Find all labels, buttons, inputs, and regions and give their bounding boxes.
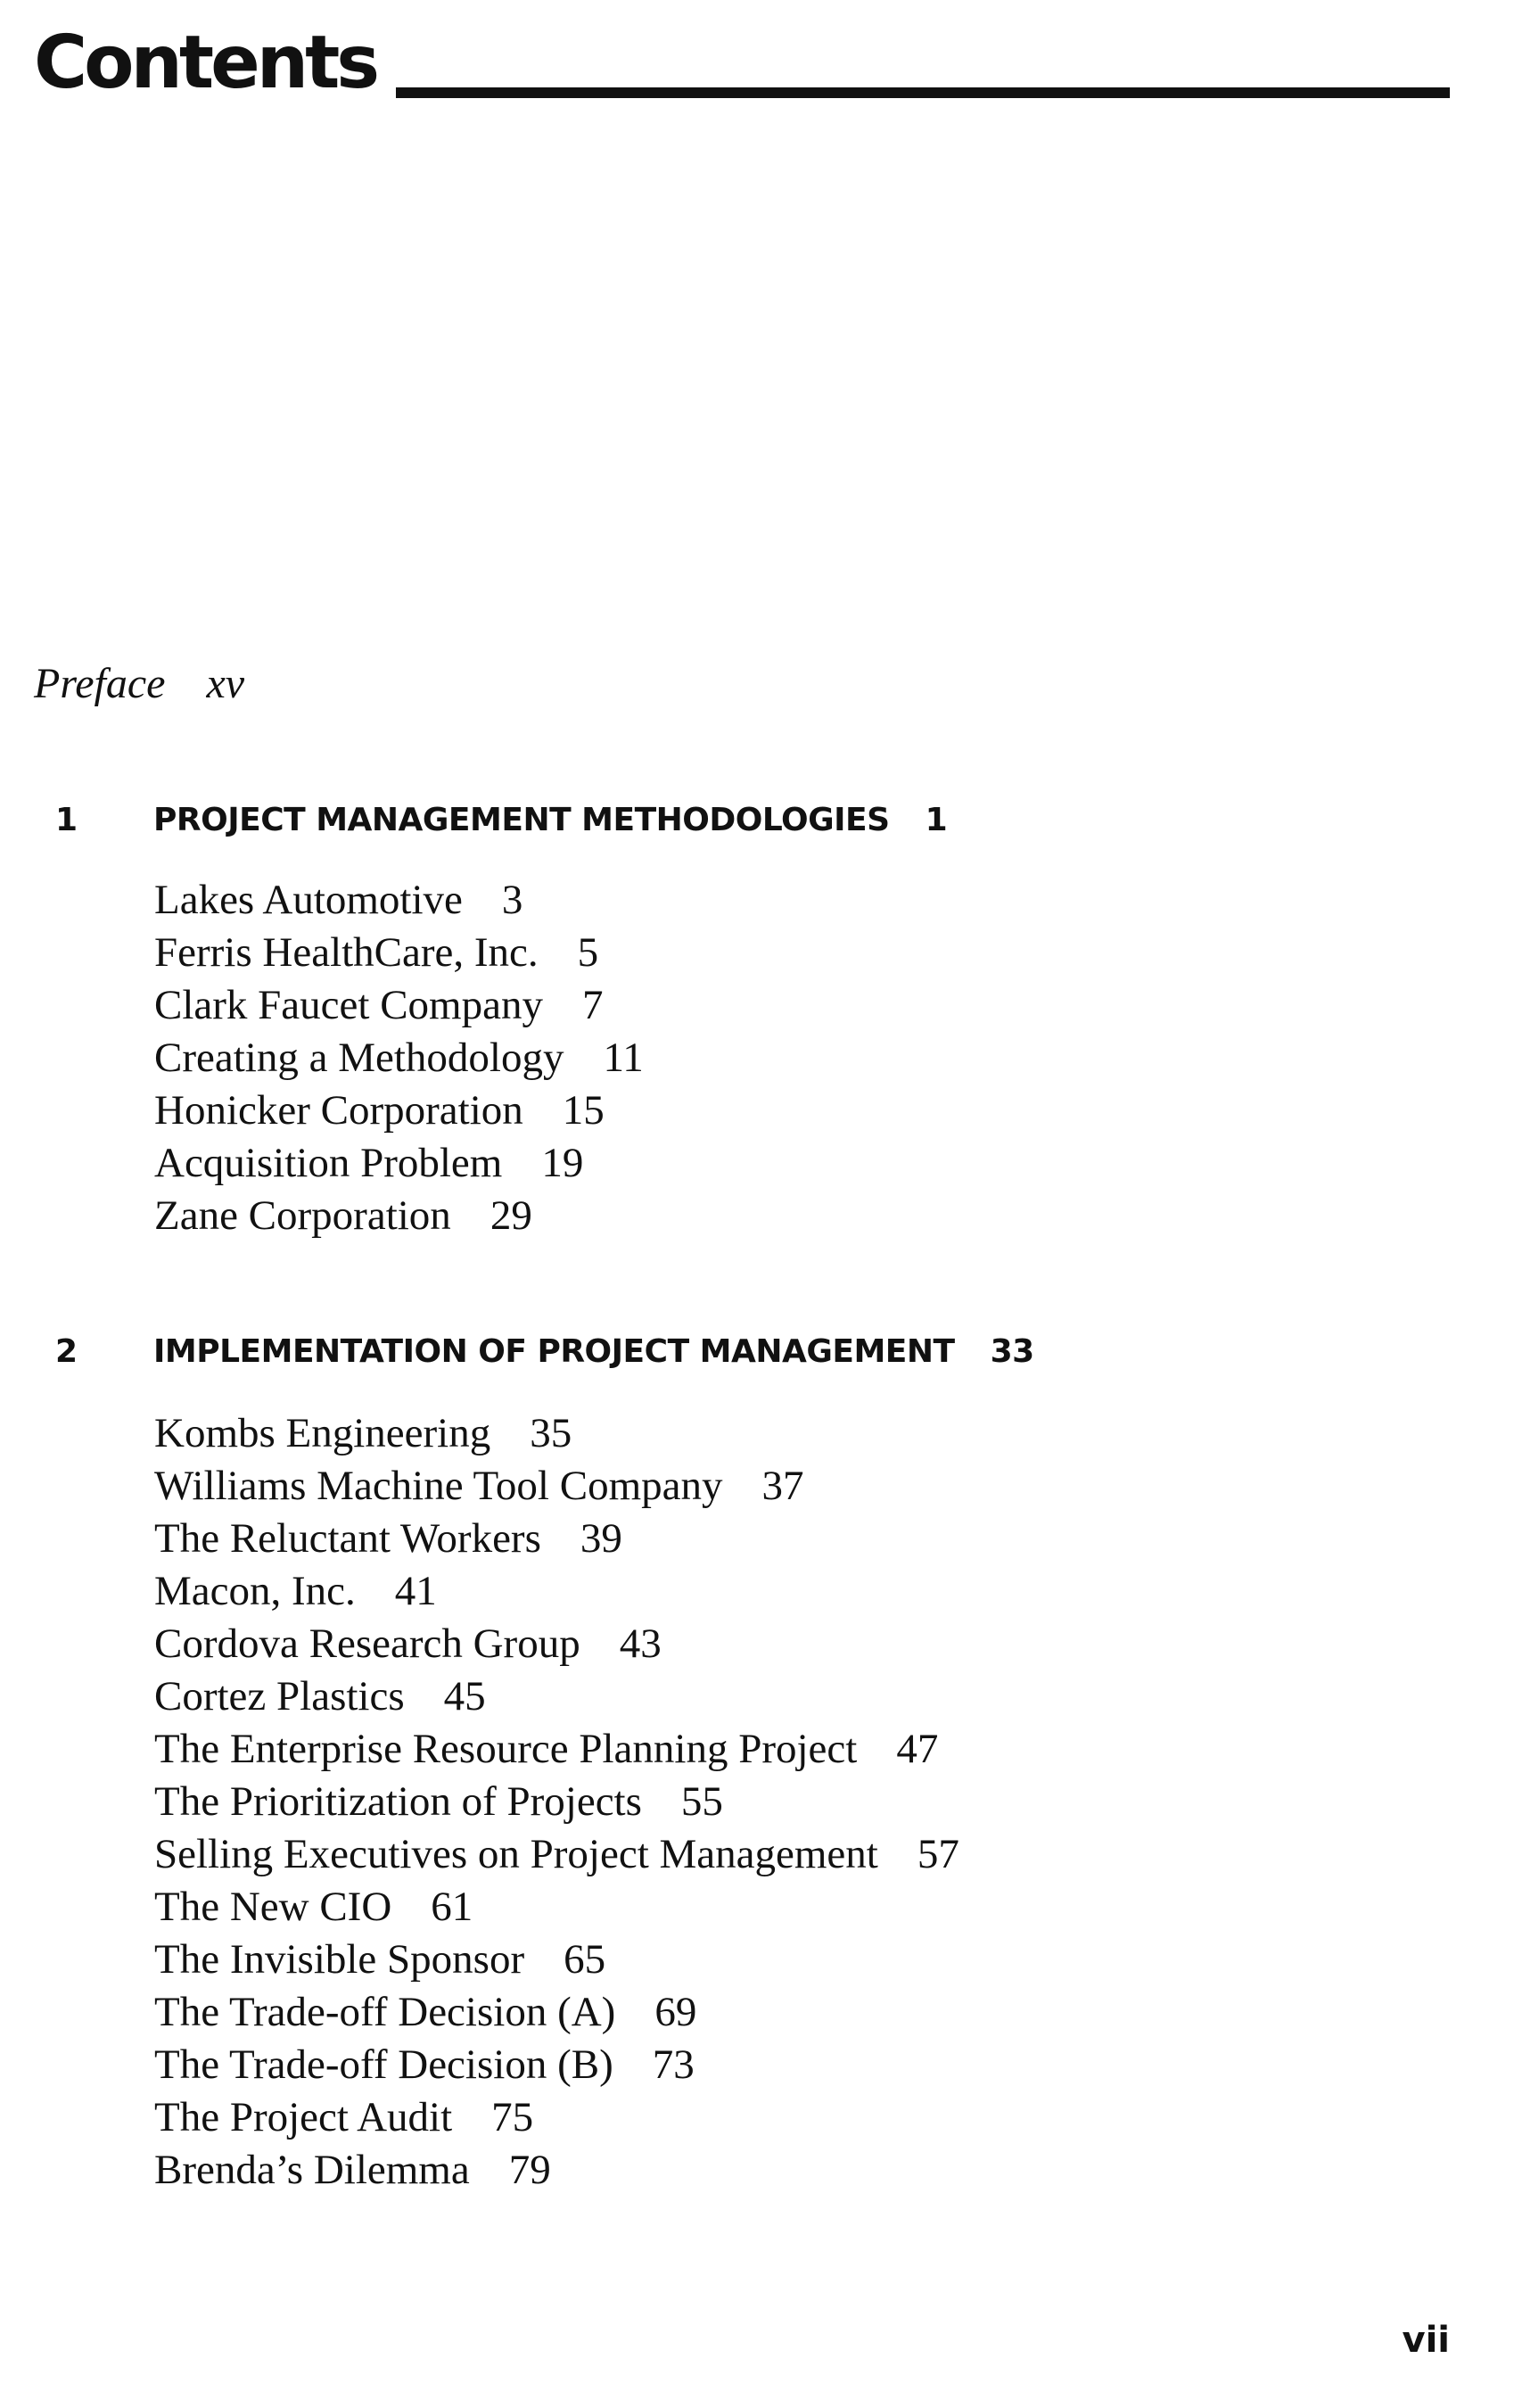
chapter-number: 2 [55,1333,78,1370]
entry-page-number: 7 [581,982,604,1028]
entry-page-number: 29 [490,1192,532,1239]
entry-page-number: 15 [562,1087,605,1134]
entry-title: Selling Executives on Project Management [154,1831,878,1877]
toc-entry[interactable] [154,979,644,1032]
entry-page-number: 47 [896,1726,939,1772]
entry-title: Creating a Methodology [154,1035,564,1081]
toc-entry[interactable] [154,1190,644,1242]
entry-title: The Invisible Sponsor [154,1936,525,1983]
entry-page-number: 39 [580,1515,622,1562]
chapter-2-entries [154,1407,959,2197]
toc-entry[interactable] [154,927,644,979]
toc-entry[interactable] [154,1881,959,1934]
entry-title: The Trade-off Decision (B) [154,2041,613,2088]
chapter-title: PROJECT MANAGEMENT METHODOLOGIES [153,802,890,838]
toc-entry-preface[interactable] [34,660,245,707]
title-rule [396,87,1450,98]
toc-entry[interactable] [154,2039,959,2091]
entry-title: Acquisition Problem [154,1140,503,1186]
toc-entry[interactable] [154,1934,959,1986]
entry-title: Cortez Plastics [154,1673,405,1719]
toc-entry[interactable] [154,1986,959,2039]
chapter-number: 1 [55,802,78,838]
preface-page-number: xv [206,660,245,707]
toc-entry[interactable] [154,1460,959,1513]
entry-title: Cordova Research Group [154,1620,580,1667]
entry-title: Ferris HealthCare, Inc. [154,929,539,976]
toc-entry[interactable] [154,1776,959,1828]
toc-entry[interactable] [154,874,644,927]
entry-title: Clark Faucet Company [154,982,543,1028]
chapter-page-number: 1 [925,802,948,838]
entry-page-number: 19 [541,1140,584,1186]
entry-page-number: 55 [680,1778,723,1825]
entry-page-number: 37 [761,1463,804,1509]
toc-entry[interactable] [154,1565,959,1618]
entry-page-number: 73 [652,2041,695,2088]
entry-page-number: 65 [564,1936,606,1983]
entry-page-number: 41 [394,1568,437,1614]
page-folio: vii [1402,2320,1450,2361]
toc-entry[interactable] [154,1084,644,1137]
entry-page-number: 43 [619,1620,662,1667]
toc-entry[interactable] [154,1513,959,1565]
toc-entry[interactable] [154,1137,644,1190]
chapter-page-number: 33 [990,1333,1034,1370]
toc-entry[interactable] [154,1828,959,1881]
toc-entry[interactable] [154,1670,959,1723]
toc-entry[interactable] [154,2144,959,2197]
toc-entry[interactable] [154,1407,959,1460]
entry-page-number: 61 [431,1884,473,1930]
entry-title: Lakes Automotive [154,877,463,923]
entry-page-number: 3 [501,877,523,923]
entry-title: Kombs Engineering [154,1410,491,1456]
entry-page-number: 5 [577,929,599,976]
entry-page-number: 69 [654,1989,697,2035]
entry-page-number: 45 [443,1673,486,1719]
chapter-1-entries [154,874,644,1242]
entry-title: Macon, Inc. [154,1568,356,1614]
entry-title: The Enterprise Resource Planning Project [154,1726,858,1772]
entry-title: The Trade-off Decision (A) [154,1989,616,2035]
entry-title: The New CIO [154,1884,392,1930]
page-title: Contents [34,21,377,105]
entry-page-number: 57 [917,1831,959,1877]
entry-title: Honicker Corporation [154,1087,523,1134]
entry-title: Brenda’s Dilemma [154,2147,470,2193]
chapter-title: IMPLEMENTATION OF PROJECT MANAGEMENT [153,1333,955,1370]
entry-page-number: 79 [508,2147,551,2193]
contents-header [34,16,1450,105]
toc-entry[interactable] [154,1723,959,1776]
toc-entry[interactable] [154,2091,959,2144]
entry-title: The Project Audit [154,2094,453,2140]
toc-entry[interactable] [154,1032,644,1084]
entry-title: The Prioritization of Projects [154,1778,642,1825]
entry-page-number: 11 [603,1035,644,1081]
entry-title: The Reluctant Workers [154,1515,541,1562]
entry-page-number: 75 [491,2094,534,2140]
entry-title: Zane Corporation [154,1192,451,1239]
preface-label: Preface [34,660,166,707]
toc-entry[interactable] [154,1618,959,1670]
entry-title: Williams Machine Tool Company [154,1463,723,1509]
entry-page-number: 35 [530,1410,572,1456]
